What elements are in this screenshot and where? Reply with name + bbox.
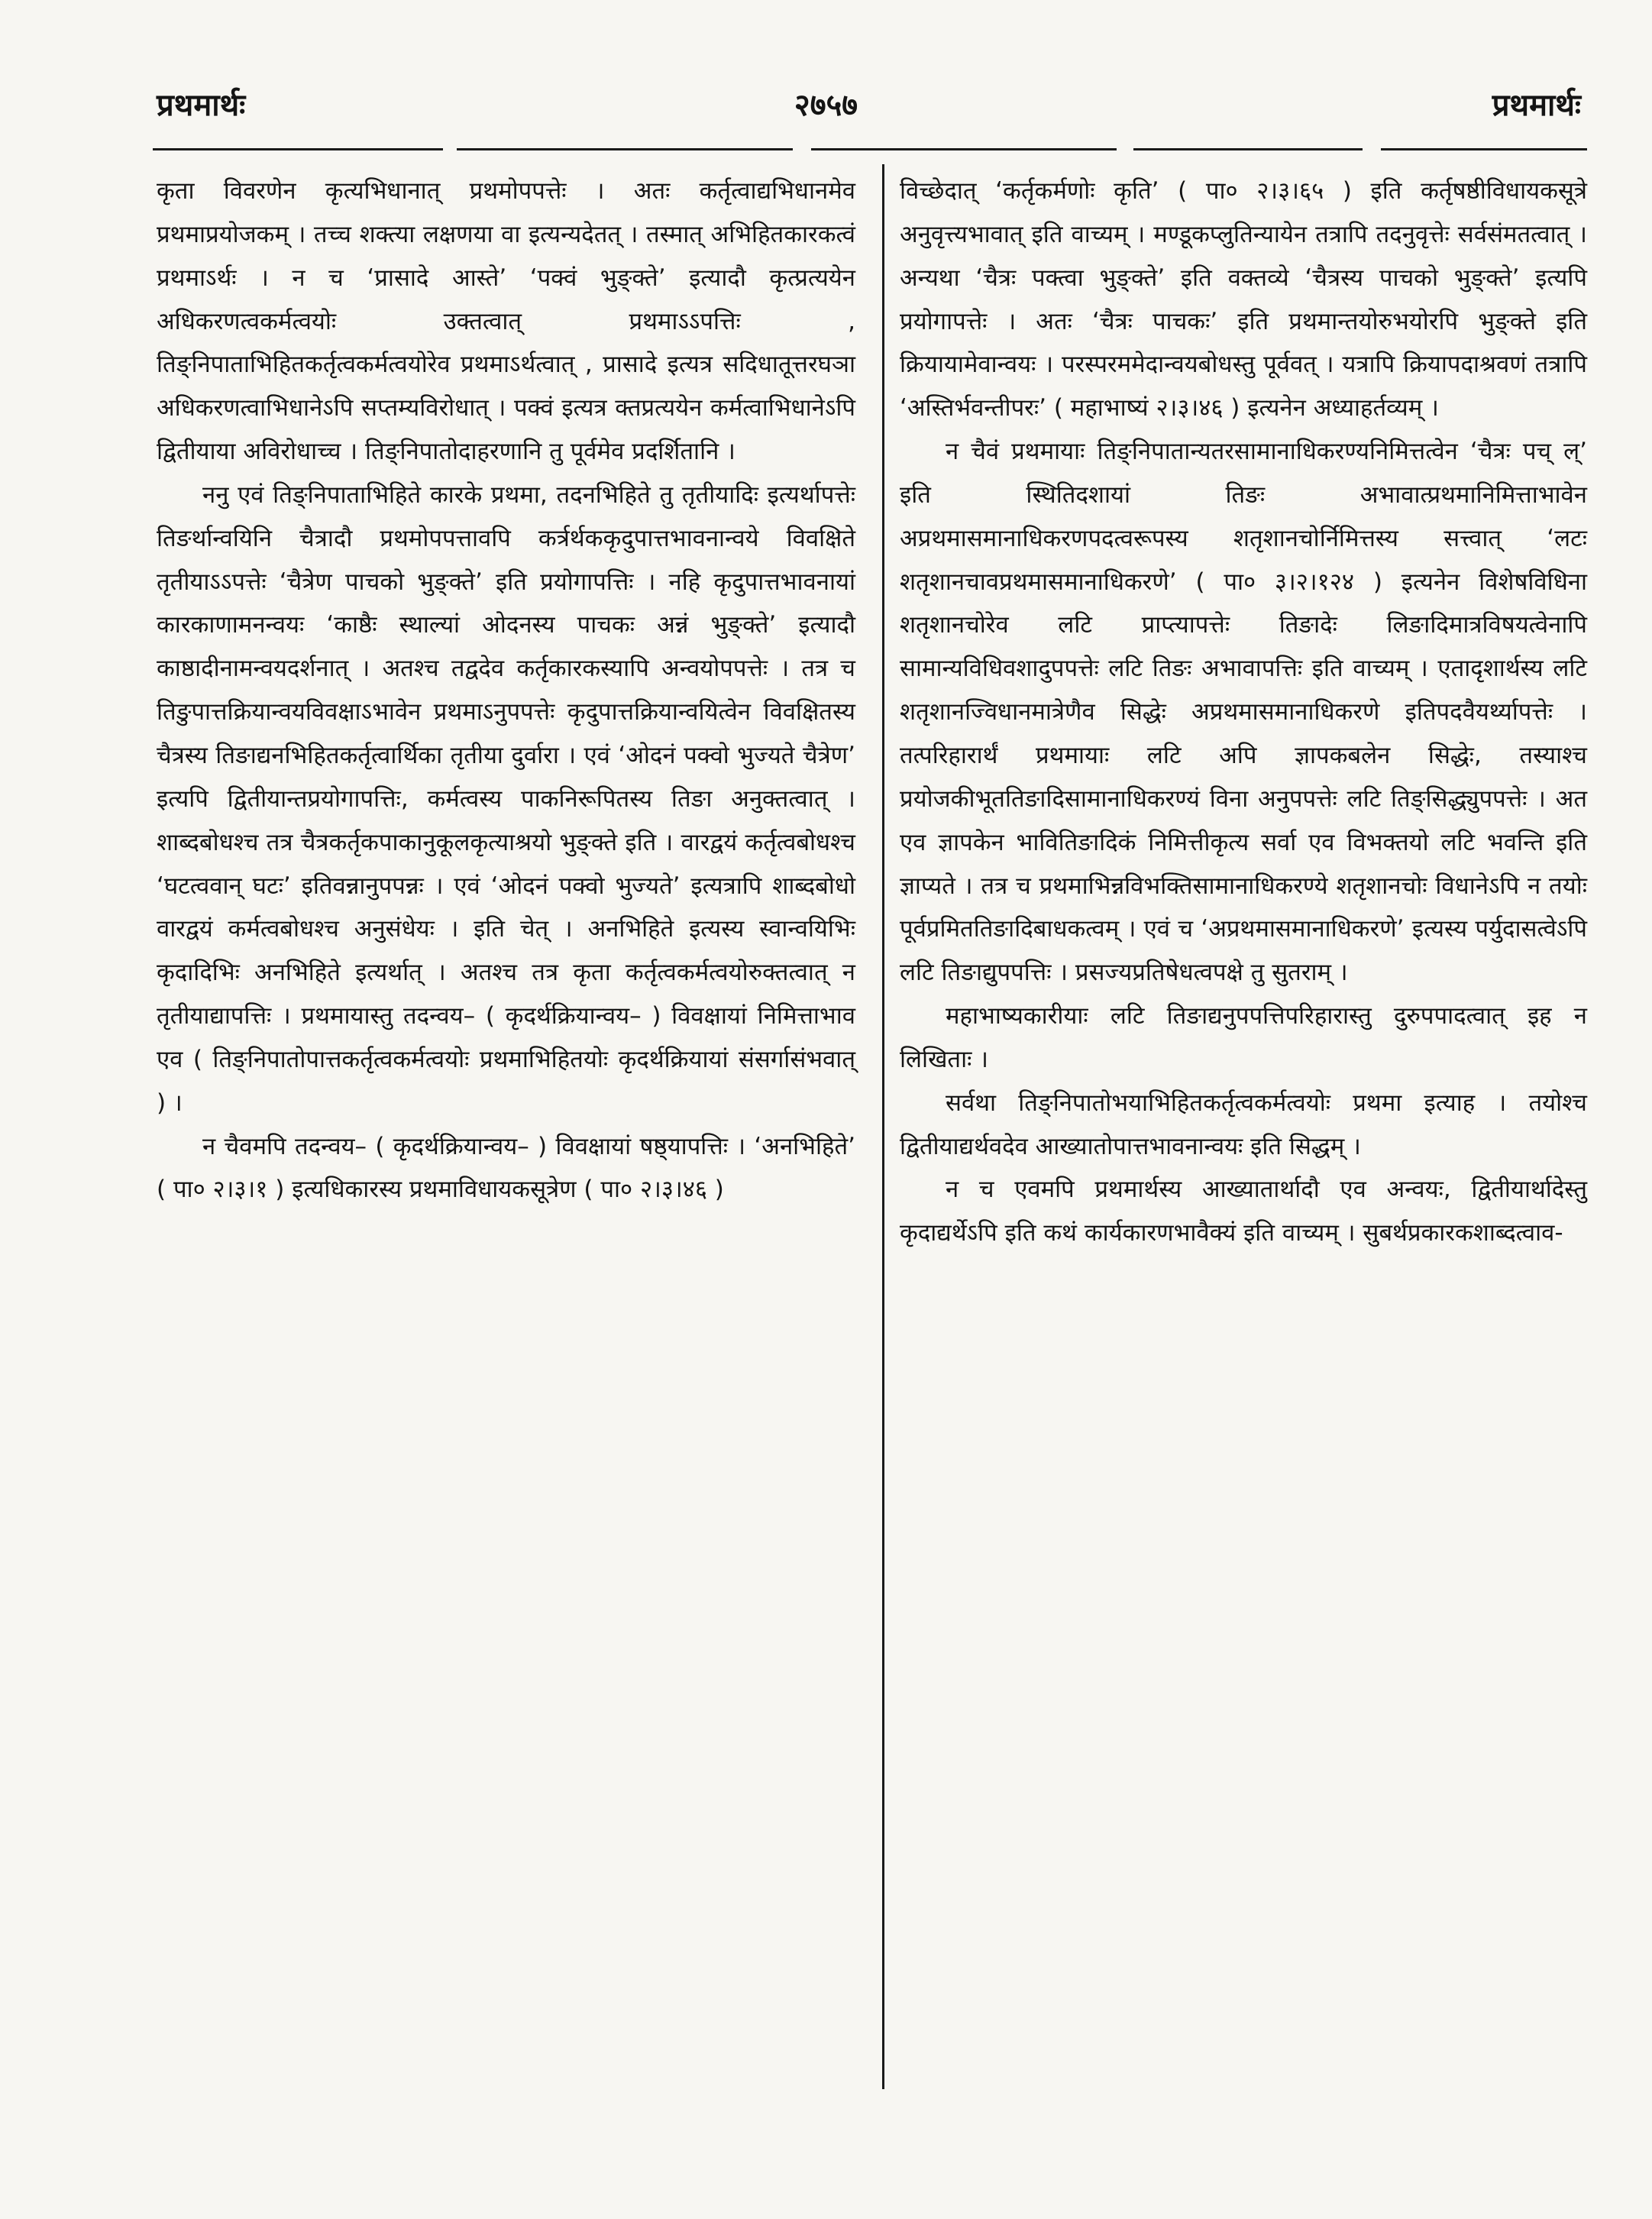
paragraph: सर्वथा तिङ्निपातोभयाभिहितकर्तृत्वकर्मत्वयोः प्रथमा इत्याह । तयोश्च द्वितीयाद्यर्थवदेव आख्यातोपात्तभावनान्वयः इति सिद्धम् । <box>900 1088 1587 1160</box>
right-column <box>900 170 1587 1255</box>
paragraph: महाभाष्यकारीयाः लटि तिङाद्यनुपपत्तिपरिहारास्तु दुरुपपादत्वात् इह न लिखिताः । <box>900 1002 1587 1073</box>
running-header-right: प्रथमार्थः <box>1492 88 1581 123</box>
paragraph: विच्छेदात् ‘कर्तृकर्मणोः कृति’ ( पा० २।३।६५ ) इति कर्तृषष्ठीविधायकसूत्रे अनुवृत्त्यभावात् इति वाच्यम् । मण्डूकप्लुतिन्यायेन तत्रापि तदनुवृत्तेः सर्वसंमतत्वात् । अन्यथा ‘चैत्रः पक्त्वा भुङ्क्ते’ इति वक्तव्ये ‘चैत्रस्य पाचको भुङ्क्ते’ इत्यपि प्रयोगापत्तेः । अतः ‘चैत्रः पाचकः’ इति प्रथमान्तयोरुभयोरपि भुङ्क्ते इति क्रियायामेवान्वयः । परस्परममेदान्वयबोधस्तु पूर्ववत् । यत्रापि क्रियापदाश्रवणं तत्रापि ‘अस्तिर्भवन्तीपरः’ ( महाभाष्यं २।३।४६ ) इत्यनेन अध्याहर्तव्यम् । <box>900 177 1587 422</box>
paragraph: न चैवं प्रथमायाः तिङ्निपातान्यतरसामानाधिकरण्यनिमित्तत्वेन ‘चैत्रः पच् ल्’ इति स्थितिदशायां तिङः अभावात्प्रथमानिमित्ताभावेन अप्रथमासमानाधिकरणपदत्वरूपस्य शतृशानचोर्निमित्तस्य सत्त्वात् ‘लटः शतृशानचावप्रथमासमानाधिकरणे’ ( पा० ३।२।१२४ ) इत्यनेन विशेषविधिना शतृशानचोरेव लटि प्राप्त्यापत्तेः तिङादेः लिङादिमात्रविषयत्वेनापि सामान्यविधिवशादुपपत्तेः लटि तिङः अभावापत्तिः इति वाच्यम् । एतादृशार्थस्य लटि शतृशानज्विधानमात्रेणैव सिद्धेः अप्रथमासमानाधिकरणे इतिपदवैयर्थ्यापत्तेः । तत्परिहारार्थं प्रथमायाः लटि अपि ज्ञापकबलेन सिद्धेः, तस्याश्च प्रयोजकीभूततिङादिसामानाधिकरण्यं विना अनुपपत्तेः लटि तिङ्सिद्ध्युपपत्तेः । अत एव ज्ञापकेन भावितिङादिकं निमित्तीकृत्य सर्वा एव विभक्तयो लटि भवन्ति इति ज्ञाप्यते । तत्र च प्रथमाभिन्नविभक्तिसामानाधिकरण्ये शतृशानचोः विधानेऽपि न तयोः पूर्वप्रमिततिङादिबाधकत्वम् । एवं च ‘अप्रथमासमानाधिकरणे’ इत्यस्य पर्युदासत्वेऽपि लटि तिङाद्युपपत्तिः । प्रसज्यप्रतिषेधत्वपक्षे तु सुतराम् । <box>900 438 1587 987</box>
paragraph: न च एवमपि प्रथमार्थस्य आख्यातार्थादौ एव अन्वयः, द्वितीयार्थादेस्तु कृदाद्यर्थेऽपि इति कथं कार्यकारणभावैक्यं इति वाच्यम् । सुबर्थप्रकारकशाब्दत्वाव- <box>900 1176 1587 1247</box>
header-rule <box>153 148 443 150</box>
column-divider <box>882 164 884 2089</box>
paragraph: न चैवमपि तदन्वय– ( कृदर्थक्रियान्वय– ) विवक्षायां षष्ठ्यापत्तिः । ‘अनभिहिते’ ( पा० २।३।१ ) इत्यधिकारस्य प्रथमाविधायकसूत्रेण ( पा० २।३।४६ ) <box>157 1132 855 1204</box>
running-header-left: प्रथमार्थः <box>157 88 246 123</box>
paragraph: कृता विवरणेन कृत्यभिधानात् प्रथमोपपत्तेः । अतः कर्तृत्वाद्यभिधानमेव प्रथमाप्रयोजकम् । तच्च शक्त्या लक्षणया वा इत्यन्यदेतत् । तस्मात् अभिहितकारकत्वं प्रथमाऽर्थः । न च ‘प्रासादे आस्ते’ ‘पक्वं भुङ्क्ते’ इत्यादौ कृत्प्रत्ययेन अधिकरणत्वकर्मत्वयोः उक्तत्वात् प्रथमाऽऽपत्तिः , तिङ्निपाताभिहितकर्तृत्वकर्मत्वयोरेव प्रथमाऽर्थत्वात् , प्रासादे इत्यत्र सदिधातूत्तरघञा अधिकरणत्वाभिधानेऽपि सप्तम्यविरोधात् । पक्वं इत्यत्र क्तप्रत्ययेन कर्मत्वाभिधानेऽपि द्वितीयाया अविरोधाच्च । तिङ्निपातोदाहरणानि तु पूर्वमेव प्रदर्शितानि । <box>157 177 855 466</box>
header-rule <box>1381 148 1587 150</box>
header-rule <box>1133 148 1363 150</box>
left-column <box>157 170 855 1211</box>
page-number: २७५७ <box>794 88 858 123</box>
header-rule <box>811 148 1117 150</box>
header-rule <box>457 148 793 150</box>
paragraph: ननु एवं तिङ्निपाताभिहिते कारके प्रथमा, तदनभिहिते तु तृतीयादिः इत्यर्थापत्तेः तिङर्थान्वयिनि चैत्रादौ प्रथमोपपत्तावपि कर्त्रर्थककृदुपात्तभावनान्वये विवक्षिते तृतीयाऽऽपत्तेः ‘चैत्रेण पाचको भुङ्क्ते’ इति प्रयोगापत्तिः । नहि कृदुपात्तभावनायां कारकाणामनन्वयः ‘काष्ठैः स्थाल्यां ओदनस्य पाचकः अन्नं भुङ्क्ते’ इत्यादौ काष्ठादीनामन्वयदर्शनात् । अतश्च तद्वदेव कर्तृकारकस्यापि अन्वयोपपत्तेः । तत्र च तिङुपात्तक्रियान्वयविवक्षाऽभावेन प्रथमाऽनुपपत्तेः कृदुपात्तक्रियान्वयित्वेन विवक्षितस्य चैत्रस्य तिङाद्यनभिहितकर्तृत्वार्थिका तृतीया दुर्वारा । एवं ‘ओदनं पक्वो भुज्यते चैत्रेण’ इत्यपि द्वितीयान्तप्रयोगापत्तिः, कर्मत्वस्य पाकनिरूपितस्य तिङा अनुक्तत्वात् । शाब्दबोधश्च तत्र चैत्रकर्तृकपाकानुकूलकृत्याश्रयो भुङ्क्ते इति । वारद्वयं कर्तृत्वबोधश्च ‘घटत्ववान् घटः’ इतिवन्नानुपपन्नः । एवं ‘ओदनं पक्वो भुज्यते’ इत्यत्रापि शाब्दबोधो वारद्वयं कर्मत्वबोधश्च अनुसंधेयः । इति चेत् । अनभिहिते इत्यस्य स्वान्वयिभिः कृदादिभिः अनभिहिते इत्यर्थात् । अतश्च तत्र कृता कर्तृत्वकर्मत्वयोरुक्तत्वात् न तृतीयाद्यापत्तिः । प्रथमायास्तु तदन्वय– ( कृदर्थक्रियान्वय– ) विवक्षायां निमित्ताभाव एव ( तिङ्निपातोपात्तकर्तृत्वकर्मत्वयोः प्रथमाभिहितयोः कृदर्थक्रियायां संसर्गासंभवात् ) । <box>157 480 855 1117</box>
